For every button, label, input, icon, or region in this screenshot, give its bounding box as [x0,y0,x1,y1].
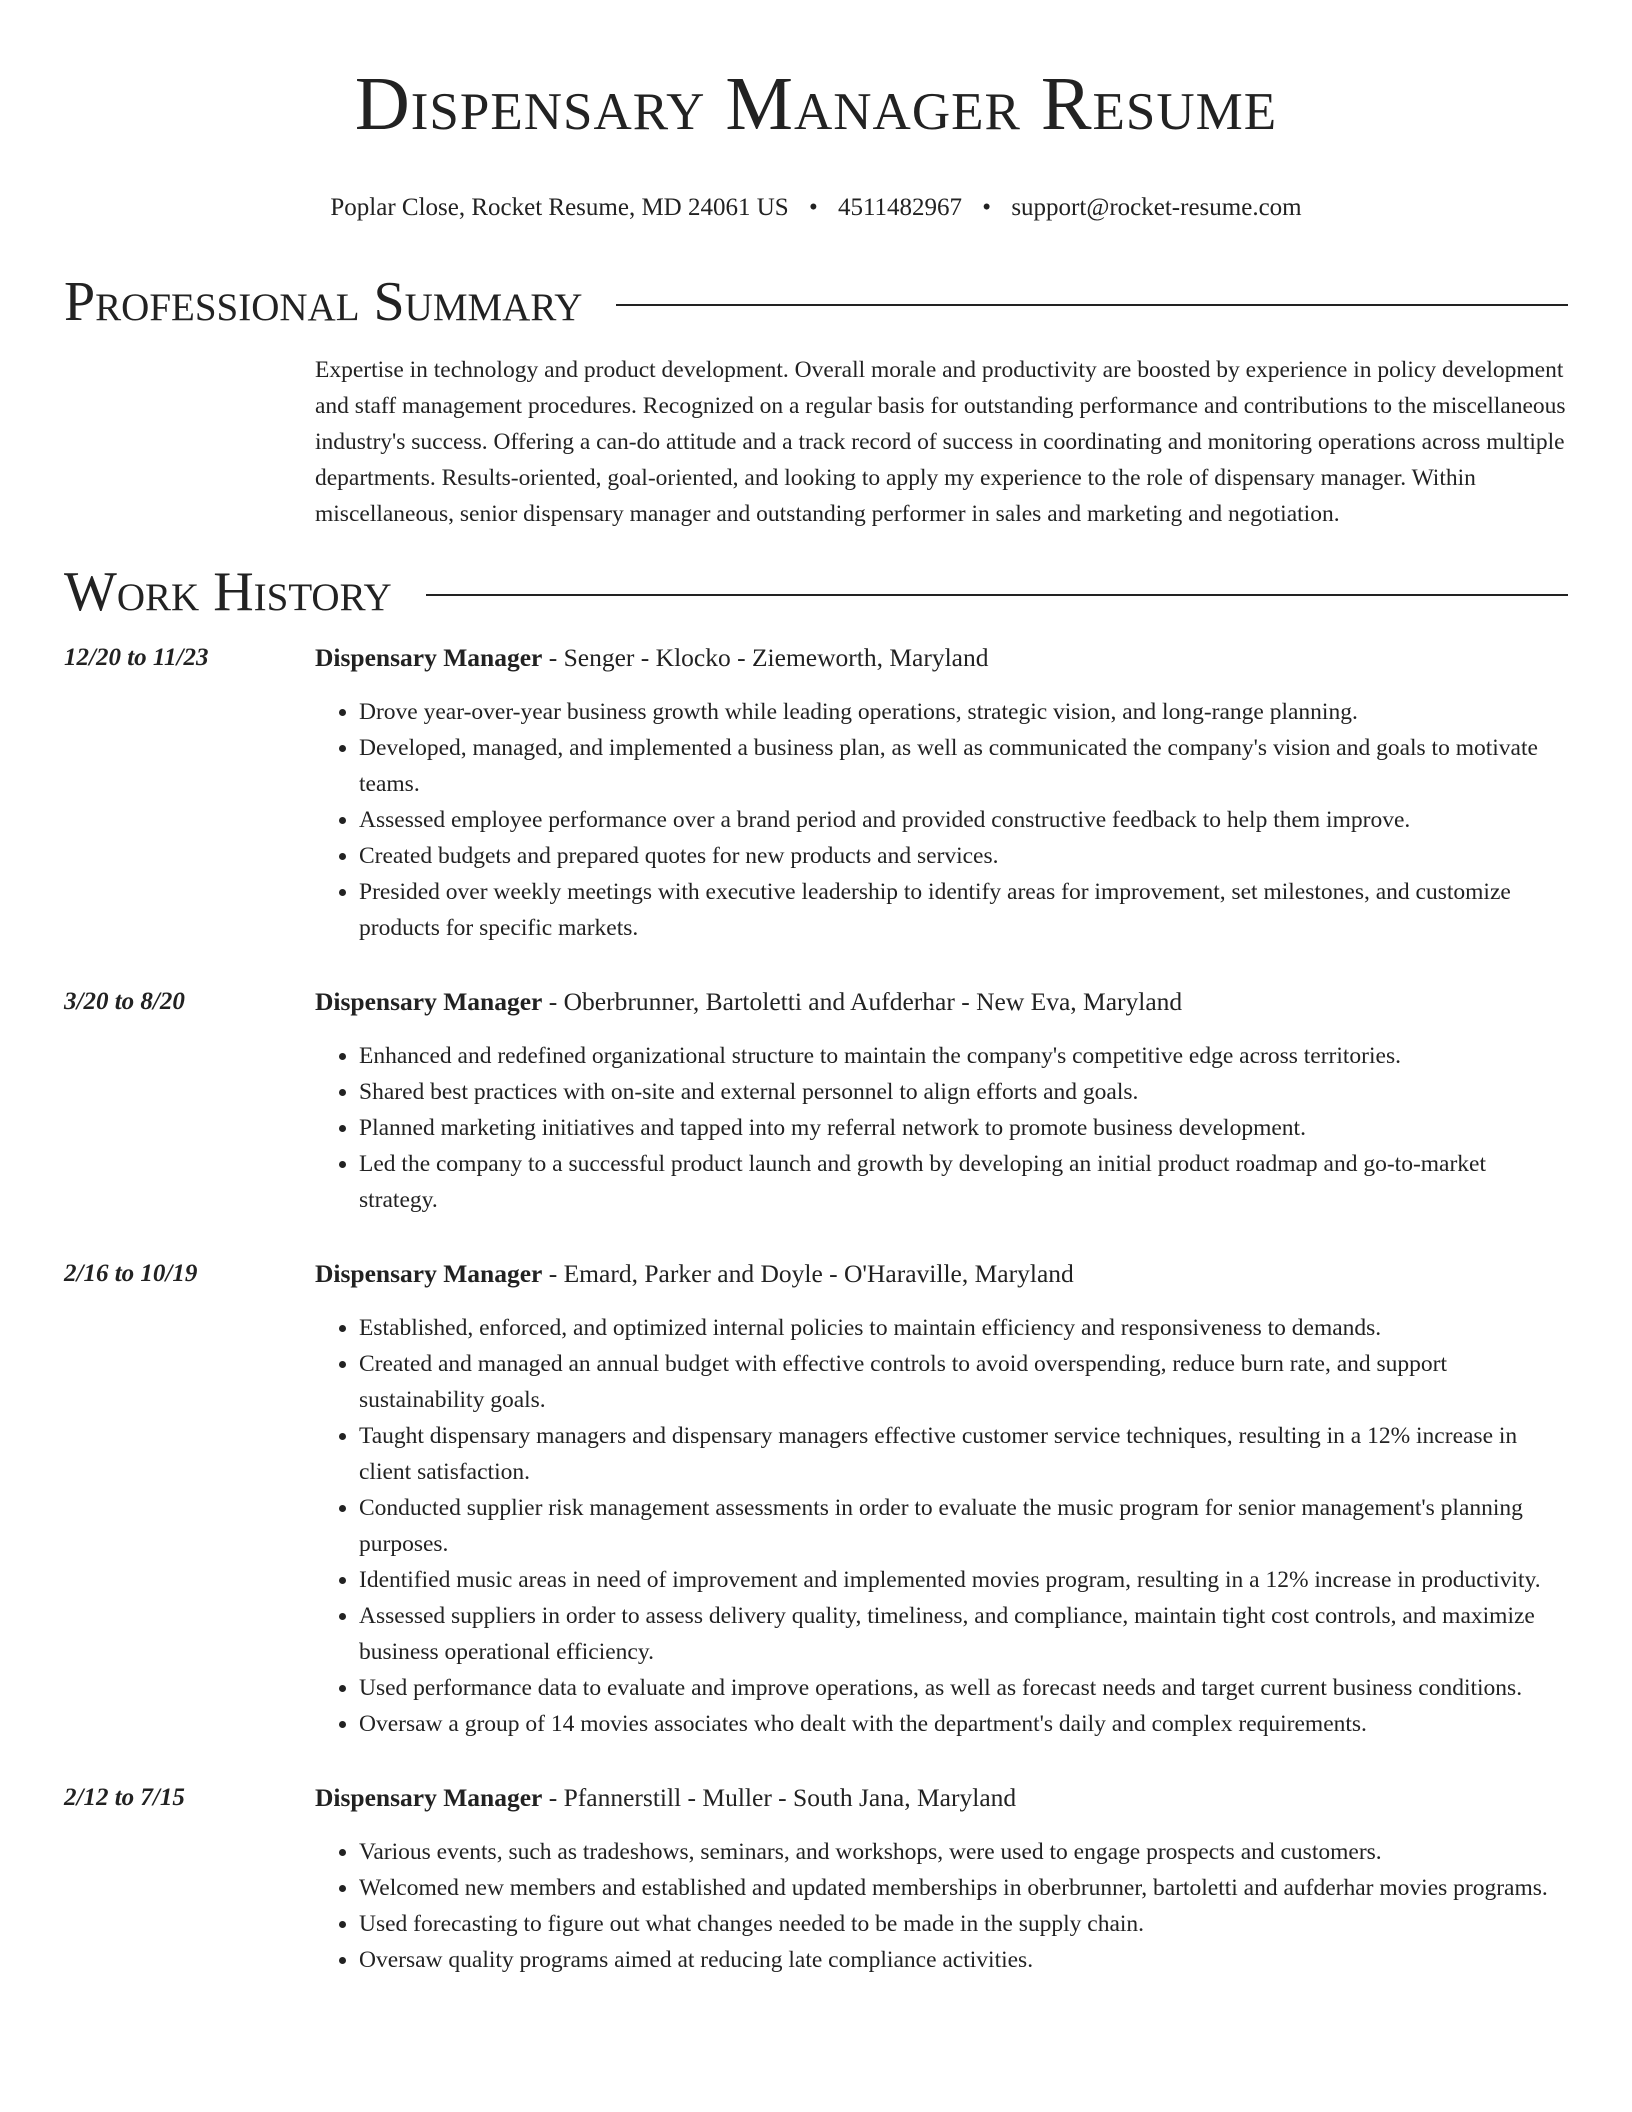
job-dates: 12/20 to 11/23 [64,644,209,671]
job-entry [64,1256,1568,1742]
job-bullet: • Oversaw quality programs aimed at reducing late compliance activities. [359,1942,1568,1978]
job-entry [64,640,1568,946]
separator-dot: • [808,194,818,221]
job-heading [315,984,1568,1020]
job-bullet: • Taught dispensary managers and dispensary managers effective customer service techniques, resulting in a 12% increase in client satisfaction. [359,1418,1568,1490]
job-bullet: • Led the company to a successful product launch and growth by developing an initial product roadmap and go-to-market strategy. [359,1146,1568,1218]
address: Poplar Close, Rocket Resume, MD 24061 US [330,194,789,221]
job-company: - Senger - Klocko - Ziemeworth, Maryland [542,643,989,672]
job-bullet: • Assessed employee performance over a brand period and provided constructive feedback to help them improve. [359,802,1568,838]
job-bullet: • Drove year-over-year business growth while leading operations, strategic vision, and long-range planning. [359,694,1568,730]
job-bullet-list [315,1834,1568,1978]
job-company: - Emard, Parker and Doyle - O'Haraville, Maryland [542,1259,1074,1288]
job-bullet: • Various events, such as tradeshows, seminars, and workshops, were used to engage prospects and customers. [359,1834,1568,1870]
job-bullet: • Established, enforced, and optimized internal policies to maintain efficiency and responsiveness to demands. [359,1310,1568,1346]
phone: 4511482967 [837,194,963,221]
job-dates: 2/16 to 10/19 [64,1260,198,1287]
job-bullet: • Shared best practices with on-site and external personnel to align efforts and goals. [359,1074,1568,1110]
job-bullet: • Conducted supplier risk management assessments in order to evaluate the music program for senior management's planning purposes. [359,1490,1568,1562]
job-bullet-list [315,1310,1568,1742]
section-divider [426,594,1568,596]
section-divider [616,304,1568,306]
job-company: - Oberbrunner, Bartoletti and Aufderhar - New Eva, Maryland [542,987,1183,1016]
section-title-summary: Professional Summary [64,271,583,333]
job-bullet: • Developed, managed, and implemented a business plan, as well as communicated the company's vision and goals to motivate teams. [359,730,1568,802]
job-bullet: • Enhanced and redefined organizational structure to maintain the company's competitive edge across territories. [359,1038,1568,1074]
job-dates: 3/20 to 8/20 [64,988,185,1015]
job-bullet-list [315,1038,1568,1218]
job-dates: 2/12 to 7/15 [64,1784,185,1811]
job-body [315,1256,1568,1742]
job-heading [315,1256,1568,1292]
job-heading [315,1780,1568,1816]
job-entry [64,1780,1568,1978]
job-bullet: • Created budgets and prepared quotes for new products and services. [359,838,1568,874]
contact-line [64,192,1568,224]
job-body [315,1780,1568,1978]
job-bullet: • Presided over weekly meetings with executive leadership to identify areas for improvement, set milestones, and customize products for specific markets. [359,874,1568,946]
job-bullet: • Created and managed an annual budget with effective controls to avoid overspending, reduce burn rate, and support sustainability goals. [359,1346,1568,1418]
job-bullet: • Identified music areas in need of improvement and implemented movies program, resulting in a 12% increase in productivity. [359,1562,1568,1598]
work-section-header [64,562,1568,622]
section-title-work-history: Work History [64,561,392,623]
job-heading [315,640,1568,676]
job-bullet: • Welcomed new members and established and updated memberships in oberbrunner, bartoletti and aufderhar movies programs. [359,1870,1568,1906]
job-body [315,984,1568,1218]
job-bullet: • Oversaw a group of 14 movies associates who dealt with the department's daily and complex requirements. [359,1706,1568,1742]
job-bullet: • Used forecasting to figure out what changes needed to be made in the supply chain. [359,1906,1568,1942]
summary-section-header [64,272,1568,332]
separator-dot: • [982,194,992,221]
job-list [64,640,1568,1978]
job-bullet: • Used performance data to evaluate and improve operations, as well as forecast needs and target current business conditions. [359,1670,1568,1706]
job-title: Dispensary Manager [315,643,543,672]
job-company: - Pfannerstill - Muller - South Jana, Maryland [542,1783,1017,1812]
summary-text: Expertise in technology and product development. Overall morale and productivity are boosted by experience in policy development and staff management procedures. Recognized on a regular basis for outstanding performance and contributions to the miscellaneous industry's success. Offering a can-do attitude and a track record of success in coordinating and monitoring operations across multiple departments. Results-oriented, goal-oriented, and looking to apply my experience to the role of dispensary manager. Within miscellaneous, senior dispensary manager and outstanding performer in sales and marketing and negotiation. [315,357,1566,527]
job-body [315,640,1568,946]
job-title: Dispensary Manager [315,1259,543,1288]
job-entry [64,984,1568,1218]
job-title: Dispensary Manager [315,987,543,1016]
resume-page [64,0,1568,1978]
page-title: Dispensary Manager Resume [354,62,1278,146]
email: support@rocket-resume.com [1011,194,1302,221]
job-bullet: • Assessed suppliers in order to assess delivery quality, timeliness, and compliance, maintain tight cost controls, and maximize business operational efficiency. [359,1598,1568,1670]
job-bullet-list [315,694,1568,946]
job-title: Dispensary Manager [315,1783,543,1812]
job-bullet: • Planned marketing initiatives and tapped into my referral network to promote business development. [359,1110,1568,1146]
